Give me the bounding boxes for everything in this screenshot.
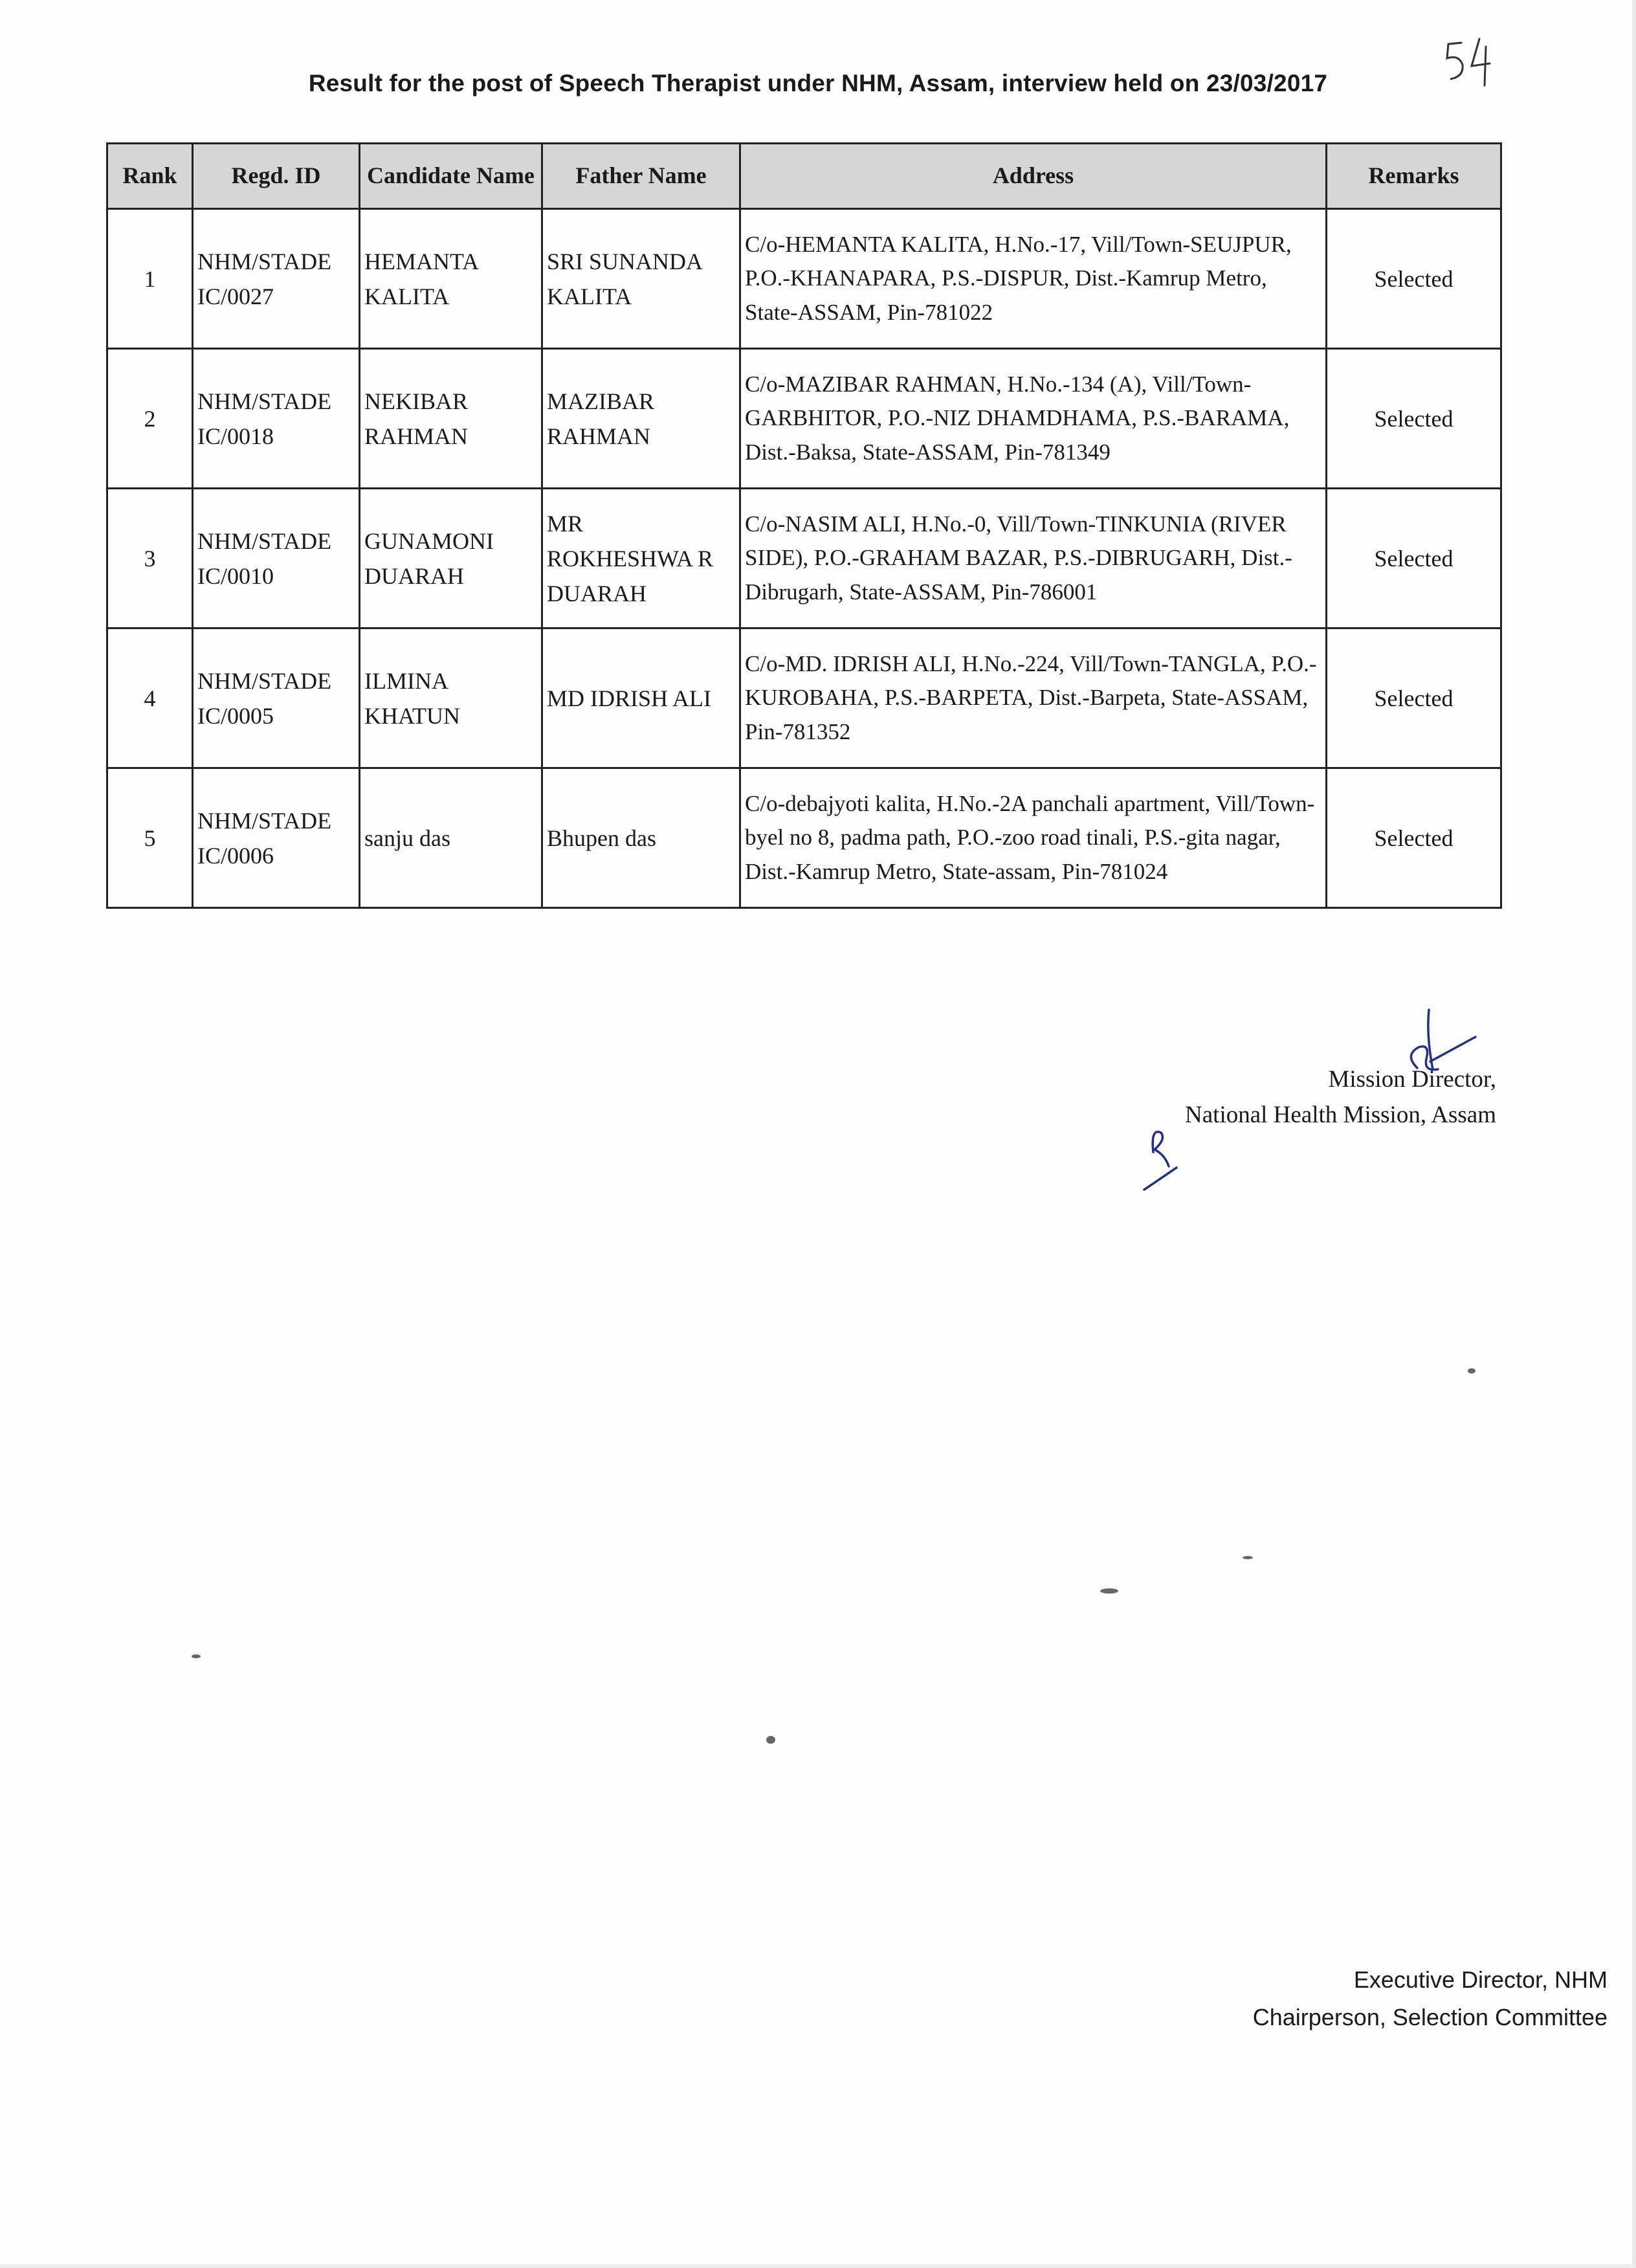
header-address: Address: [740, 144, 1327, 209]
cell-regd-id: NHM/STADE IC/0018: [193, 349, 360, 489]
footer-title: Executive Director, NHM: [1353, 1966, 1608, 1993]
table-row: [107, 209, 1501, 349]
cell-address: C/o-MD. IDRISH ALI, H.No.-224, Vill/Town-TANGLA, P.O.-KUROBAHA, P.S.-BARPETA, Dist.-Barpeta, State-ASSAM, Pin-781352: [740, 628, 1327, 768]
footer-role: Chairperson, Selection Committee: [1252, 2004, 1608, 2030]
cell-remarks: Selected: [1327, 349, 1501, 489]
scan-speck: [1243, 1556, 1253, 1559]
scan-speck: [1100, 1588, 1118, 1594]
cell-regd-id: NHM/STADE IC/0006: [193, 768, 360, 908]
scan-speck: [1468, 1368, 1476, 1373]
cell-candidate-name: HEMANTA KALITA: [360, 209, 542, 349]
cell-father-name: MAZIBAR RAHMAN: [542, 349, 740, 489]
cell-candidate-name: sanju das: [360, 768, 542, 908]
cell-candidate-name: GUNAMONI DUARAH: [360, 489, 542, 628]
cell-father-name: SRI SUNANDA KALITA: [542, 209, 740, 349]
header-regd-id: Regd. ID: [193, 144, 360, 209]
table-header-row: [107, 144, 1501, 209]
cell-remarks: Selected: [1327, 628, 1501, 768]
header-father-name: Father Name: [542, 144, 740, 209]
initial-signature-icon: [1139, 1113, 1184, 1191]
table-row: [107, 349, 1501, 489]
header-candidate-name: Candidate Name: [360, 144, 542, 209]
cell-remarks: Selected: [1327, 209, 1501, 349]
cell-rank: 4: [107, 628, 193, 768]
page-title: Result for the post of Speech Therapist under NHM, Assam, interview held on 23/03/2017: [308, 70, 1328, 96]
header-rank: Rank: [107, 144, 193, 209]
cell-remarks: Selected: [1327, 768, 1501, 908]
cell-candidate-name: NEKIBAR RAHMAN: [360, 349, 542, 489]
table-row: [107, 768, 1501, 908]
scan-speck: [766, 1736, 775, 1744]
cell-candidate-name: ILMINA KHATUN: [360, 628, 542, 768]
result-table: [106, 142, 1502, 909]
cell-regd-id: NHM/STADE IC/0005: [193, 628, 360, 768]
cell-father-name: MD IDRISH ALI: [542, 628, 740, 768]
cell-rank: 3: [107, 489, 193, 628]
signatory-block: [1185, 1062, 1496, 1133]
table-row: [107, 628, 1501, 768]
cell-address: C/o-MAZIBAR RAHMAN, H.No.-134 (A), Vill/Town-GARBHITOR, P.O.-NIZ DHAMDHAMA, P.S.-BARAMA, Dist.-Baksa, State-ASSAM, Pin-781349: [740, 349, 1327, 489]
cell-address: C/o-debajyoti kalita, H.No.-2A panchali apartment, Vill/Town-byel no 8, padma path, P.O.-zoo road tinali, P.S.-gita nagar, Dist.-Kamrup Metro, State-assam, Pin-781024: [740, 768, 1327, 908]
signatory-title: Mission Director,: [1328, 1066, 1496, 1093]
cell-address: C/o-NASIM ALI, H.No.-0, Vill/Town-TINKUNIA (RIVER SIDE), P.O.-GRAHAM BAZAR, P.S.-DIBRUGARH, Dist.-Dibrugarh, State-ASSAM, Pin-786001: [740, 489, 1327, 628]
cell-remarks: Selected: [1327, 489, 1501, 628]
signatory-organization: National Health Mission, Assam: [1185, 1102, 1496, 1128]
cell-regd-id: NHM/STADE IC/0027: [193, 209, 360, 349]
cell-rank: 2: [107, 349, 193, 489]
table-row: [107, 489, 1501, 628]
cell-rank: 1: [107, 209, 193, 349]
header-remarks: Remarks: [1327, 144, 1501, 209]
cell-father-name: Bhupen das: [542, 768, 740, 908]
cell-father-name: MR ROKHESHWA R DUARAH: [542, 489, 740, 628]
cell-address: C/o-HEMANTA KALITA, H.No.-17, Vill/Town-SEUJPUR, P.O.-KHANAPARA, P.S.-DISPUR, Dist.-Kamrup Metro, State-ASSAM, Pin-781022: [740, 209, 1327, 349]
cell-rank: 5: [107, 768, 193, 908]
cell-regd-id: NHM/STADE IC/0010: [193, 489, 360, 628]
footer-signatory-block: [1253, 1961, 1608, 2036]
scan-speck: [192, 1654, 201, 1658]
